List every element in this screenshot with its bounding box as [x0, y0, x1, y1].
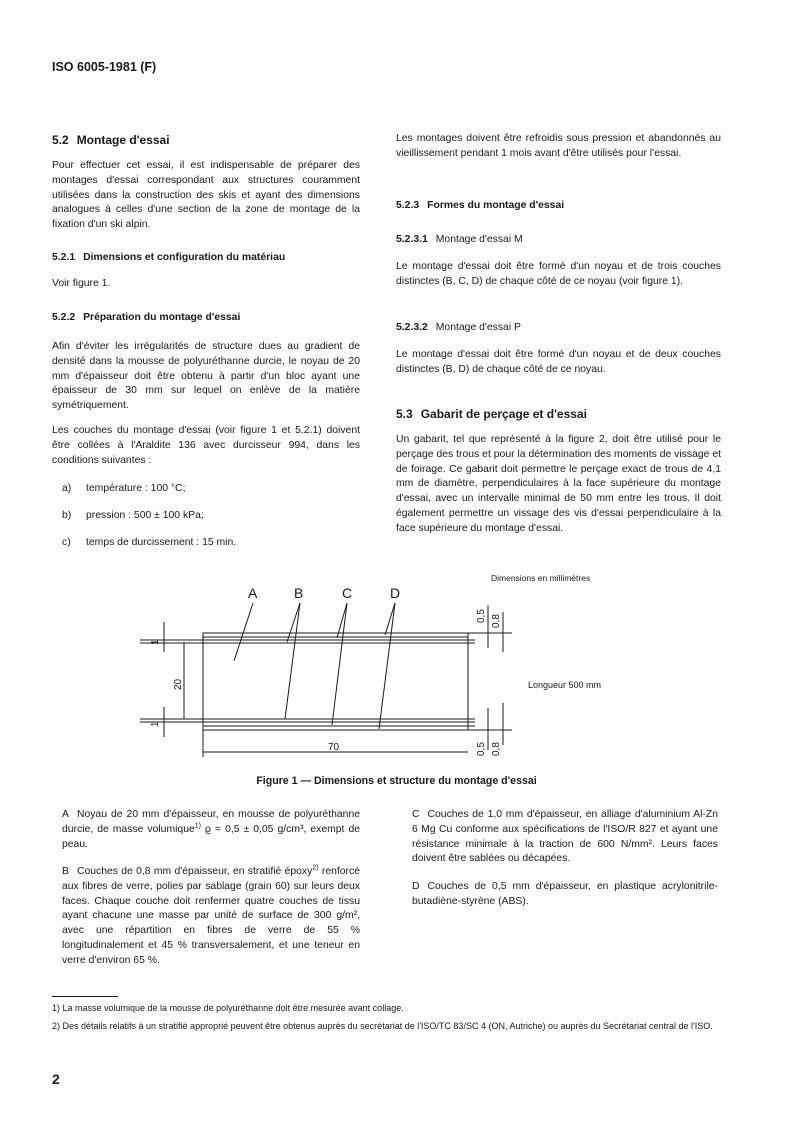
condition-item: c) temps de durcissement : 15 min.: [62, 537, 237, 548]
length-note: Longueur 500 mm: [528, 680, 602, 690]
label-a: A: [248, 585, 258, 601]
section-5-3-text: Un gabarit, tel que représenté à la figure 2, doit être utilisé pour le perçage des trous et pour la détermination des moments de vissage et de foirage. Ce gabarit doit permettre le perçage exact de trous de 4,1 mm de diamètre, perpendiculaires à la face supérieure du montage d'essai, avec un intervalle minimal de 50 mm entre les trous. Il doit également permettre un vissage des vis d'essai perpendiculaire à la face supérieure du montage d'essai.: [396, 434, 721, 534]
section-5-2-3-2-heading: 5.2.3.2 Montage d'essai P: [396, 322, 521, 333]
section-5-2-3-2-text: Le montage d'essai doit être formé d'un noyau et de deux couches distinctes (B, D) de chaque côté de ce noyau.: [396, 349, 721, 375]
dim-05-top: 0,5: [476, 609, 487, 623]
section-5-2-3-1-heading: 5.2.3.1 Montage d'essai M: [396, 234, 523, 245]
footnote-1: 1) La masse volumique de la mousse de polyuréthanne doit être mesurée avant collage.: [52, 1003, 404, 1013]
condition-item: a) température : 100 °C;: [62, 483, 186, 494]
figure-caption: Figure 1 — Dimensions et structure du montage d'essai: [256, 775, 537, 787]
figure-units: Dimensions en millimètres: [491, 573, 591, 583]
test-assembly-outline: [203, 633, 468, 730]
label-b: B: [294, 585, 304, 601]
page-number: 2: [52, 1071, 60, 1087]
leader-a: [234, 603, 253, 661]
section-5-2-1-heading: 5.2.1 Dimensions et configuration du matériau: [52, 252, 286, 263]
section-5-2-2-heading: 5.2.2 Préparation du montage d'essai: [52, 312, 241, 323]
dim-20: 20: [173, 678, 184, 690]
legend-a: A Noyau de 20 mm d'épaisseur, en mousse de polyuréthanne durcie, de masse volumique$^{1)}$ ϱ = 0,5 ± 0,05 g/cm³, exempt de peau.: [62, 809, 361, 850]
legend-b: B Couches de 0,8 mm d'épaisseur, en stratifié époxy$^{2)}$ renforcé aux fibres de verre, polies par sablage (grain 60) sur leurs deux faces. Chaque couche doit renfermer quatre couches de tissu ayant chacune une masse par unité de surface de 300 g/m², avec une répartition en fibres de verre de 55 % longitudinalement et 45 % transversalement, et une teneur en verre d'environ 65 %.: [62, 864, 360, 966]
footnote-2: 2) Des détails relatifs à un stratifié approprié peuvent être obtenus auprès du secrétariat de l'ISO/TC 83/SC 4 (ON, Autriche) ou auprès du Secrétariat central de l'ISO.: [52, 1021, 713, 1031]
dim-05-bottom: 0,5: [476, 742, 487, 756]
dim-08-top: 0,8: [491, 614, 502, 628]
dim-1-top: 1: [150, 639, 161, 645]
section-5-3-heading: 5.3 Gabarit de perçage et d'essai: [396, 407, 587, 421]
dim-08-bottom: 0,8: [491, 742, 502, 756]
dim-1-bottom: 1: [150, 721, 161, 727]
section-5-2-3-heading: 5.2.3 Formes du montage d'essai: [396, 200, 565, 211]
section-5-2-heading: 5.2 Montage d'essai: [52, 133, 170, 147]
section-5-2-1-text: Voir figure 1.: [52, 278, 111, 289]
dim-70: 70: [328, 742, 340, 753]
condition-item: b) pression : 500 ± 100 kPa;: [62, 510, 204, 521]
section-5-2-2-para3: Les montages doivent être refroidis sous pression et abandonnés au vieillissement pendant 1 mois avant d'être utilisés pour l'essai.: [396, 133, 721, 159]
section-5-2-3-1-text: Le montage d'essai doit être formé d'un noyau et de trois couches distinctes (B, C, D) de chaque côté de ce noyau (voir figure 1).: [396, 261, 721, 287]
legend-c: C Couches de 1,0 mm d'épaisseur, en alliage d'aluminium Al-Zn 6 Mg Cu conforme aux spécifications de l'ISO/R 827 et ayant une résistance minimale à la traction de 600 N/mm². Leurs faces doivent être sablées ou décapées.: [412, 809, 718, 865]
section-5-2-2-para2: Les couches du montage d'essai (voir figure 1 et 5.2.1) doivent être collées à l'Araldite 136 avec durcisseur 994, dans les conditions suivantes :: [52, 425, 360, 466]
section-5-2-2-para1: Afin d'éviter les irrégularités de structure dues au gradient de densité dans la mousse de polyuréthanne durcie, le noyau de 20 mm d'épaisseur doit être obtenu à partir d'un bloc ayant une épaisseur de 30 mm sur lequel on enlève de la matière symétriquement.: [52, 341, 360, 412]
section-5-2-text: Pour effectuer cet essai, il est indispensable de préparer des montages d'essai correspondant aux structures couramment utilisées dans la construction des skis et ayant des dimensions analogues à celles d'une section de la zone de montage de la fixation d'un ski alpin.: [52, 160, 360, 231]
document-header: ISO 6005-1981 (F): [52, 60, 157, 74]
legend-d: D Couches de 0,5 mm d'épaisseur, en plastique acrylonitrile-butadiène-styrène (ABS).: [412, 881, 718, 907]
footnote-rule: [52, 996, 118, 997]
label-d: D: [390, 585, 401, 601]
label-c: C: [342, 585, 353, 601]
